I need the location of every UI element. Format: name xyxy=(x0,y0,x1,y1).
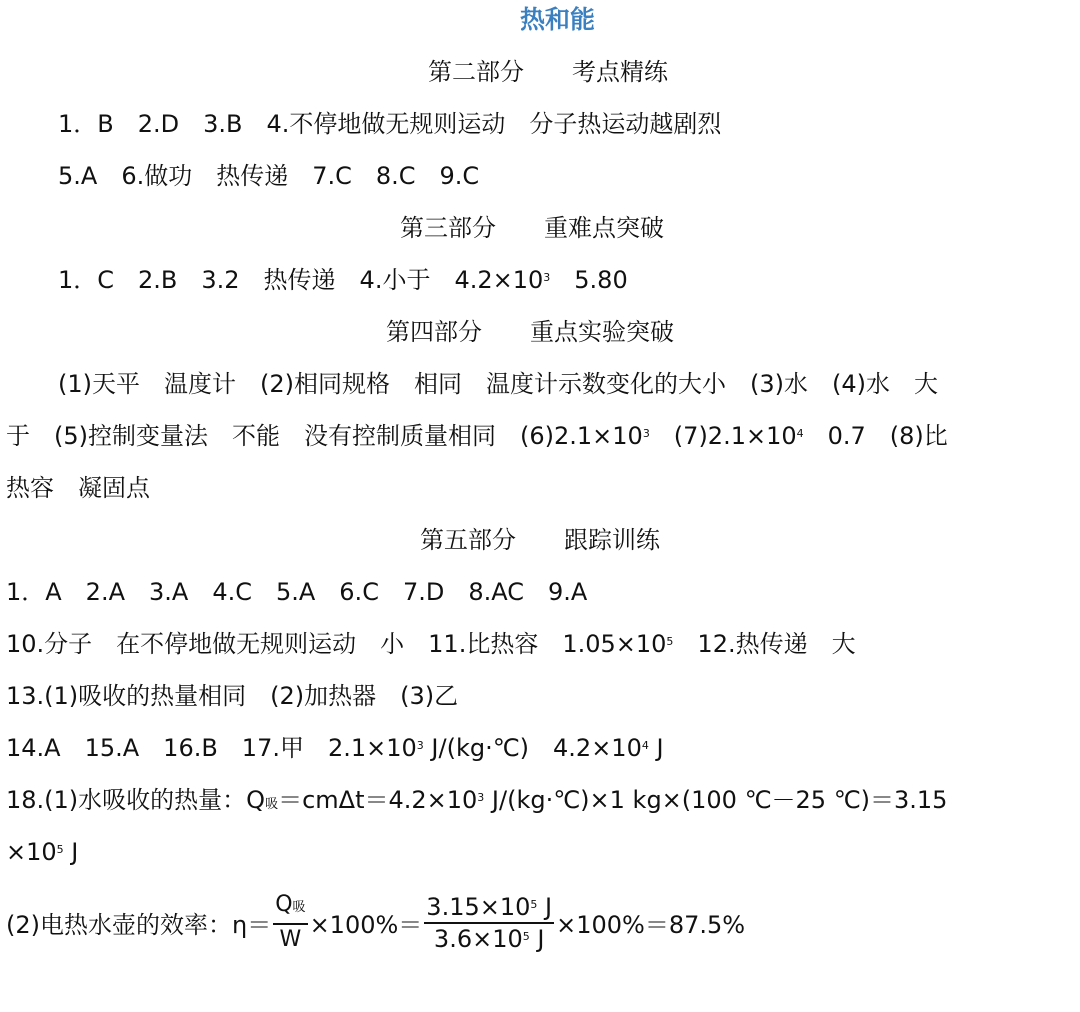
exponent: 3 xyxy=(416,739,424,752)
section-heading-part5: 第五部分 跟踪训练 xyxy=(420,526,660,554)
answer-text: ×100%＝87.5% xyxy=(556,911,746,939)
answer-line: (1)天平 温度计 (2)相同规格 相同 温度计示数变化的大小 (3)水 (4)水 大 xyxy=(58,370,938,398)
section-heading-part2: 第二部分 考点精练 xyxy=(428,58,668,86)
answer-line xyxy=(6,628,856,660)
answer-text: 10.分子 在不停地做无规则运动 小 11.比热容 1.05×10 xyxy=(6,630,667,658)
numerator-unit: J xyxy=(537,892,553,921)
answer-text: J xyxy=(648,734,664,762)
answer-line xyxy=(6,836,78,868)
answer-text: 14.A 15.A 16.B 17.甲 2.1×10 xyxy=(6,734,417,762)
fraction-numerator xyxy=(424,892,554,924)
answer-text: ×100%＝ xyxy=(309,911,423,939)
answer-text: ＝cmΔt＝4.2×10 xyxy=(278,786,478,814)
numerator-text: Q xyxy=(275,892,293,917)
section-heading-part4: 第四部分 重点实验突破 xyxy=(386,318,674,346)
fraction-denominator xyxy=(424,924,554,954)
answer-text: 18.(1)水吸收的热量：Q xyxy=(6,786,266,814)
answer-text: 于 (5)控制变量法 不能 没有控制质量相同 (6)2.1×10 xyxy=(6,422,643,450)
answer-line: 热容 凝固点 xyxy=(6,474,150,502)
exponent: 5 xyxy=(522,929,530,943)
page-title: 热和能 xyxy=(520,5,596,34)
answer-line: 1．A 2.A 3.A 4.C 5.A 6.C 7.D 8.AC 9.A xyxy=(6,578,588,606)
exponent: 4 xyxy=(641,739,649,752)
answer-text: J/(kg·℃)×1 kg×(100 ℃－25 ℃)＝3.15 xyxy=(484,786,948,814)
subscript: 吸 xyxy=(292,900,306,915)
exponent: 3 xyxy=(642,427,650,440)
efficiency-formula-line xyxy=(6,890,745,955)
fraction-values xyxy=(424,892,554,954)
exponent: 5 xyxy=(56,843,64,856)
exponent: 5 xyxy=(666,635,674,648)
exponent: 5 xyxy=(530,897,538,911)
answer-text: (2)电热水壶的效率：η＝ xyxy=(6,911,272,939)
answer-line xyxy=(58,264,628,296)
answer-text: 12.热传递 大 xyxy=(673,630,856,658)
exponent: 3 xyxy=(543,271,551,284)
answer-line: 5.A 6.做功 热传递 7.C 8.C 9.C xyxy=(58,162,480,190)
answer-line: 13.(1)吸收的热量相同 (2)加热器 (3)乙 xyxy=(6,682,459,710)
section-heading-part3: 第三部分 重难点突破 xyxy=(400,214,664,242)
answer-text: 5.80 xyxy=(550,266,628,294)
fraction-denominator: W xyxy=(279,927,302,952)
answer-text: (7)2.1×10 xyxy=(649,422,797,450)
answer-text: 0.7 (8)比 xyxy=(803,422,948,450)
answer-text: J/(kg·℃) 4.2×10 xyxy=(423,734,642,762)
answer-line xyxy=(6,732,664,764)
answer-text: J xyxy=(63,838,79,866)
denominator-unit: J xyxy=(529,924,545,953)
fraction-numerator xyxy=(273,890,307,925)
answer-line xyxy=(6,420,948,452)
numerator-text: 3.15×10 xyxy=(426,892,531,921)
denominator-text: 3.6×10 xyxy=(433,924,523,953)
subscript: 吸 xyxy=(265,797,279,812)
answer-text: ×10 xyxy=(6,838,57,866)
exponent: 4 xyxy=(796,427,804,440)
answer-text: 1．C 2.B 3.2 热传递 4.小于 4.2×10 xyxy=(58,266,544,294)
answer-line: 1．B 2.D 3.B 4.不停地做无规则运动 分子热运动越剧烈 xyxy=(58,110,722,138)
answer-line xyxy=(6,784,947,821)
fraction-q-over-w xyxy=(273,890,307,955)
exponent: 3 xyxy=(477,791,485,804)
